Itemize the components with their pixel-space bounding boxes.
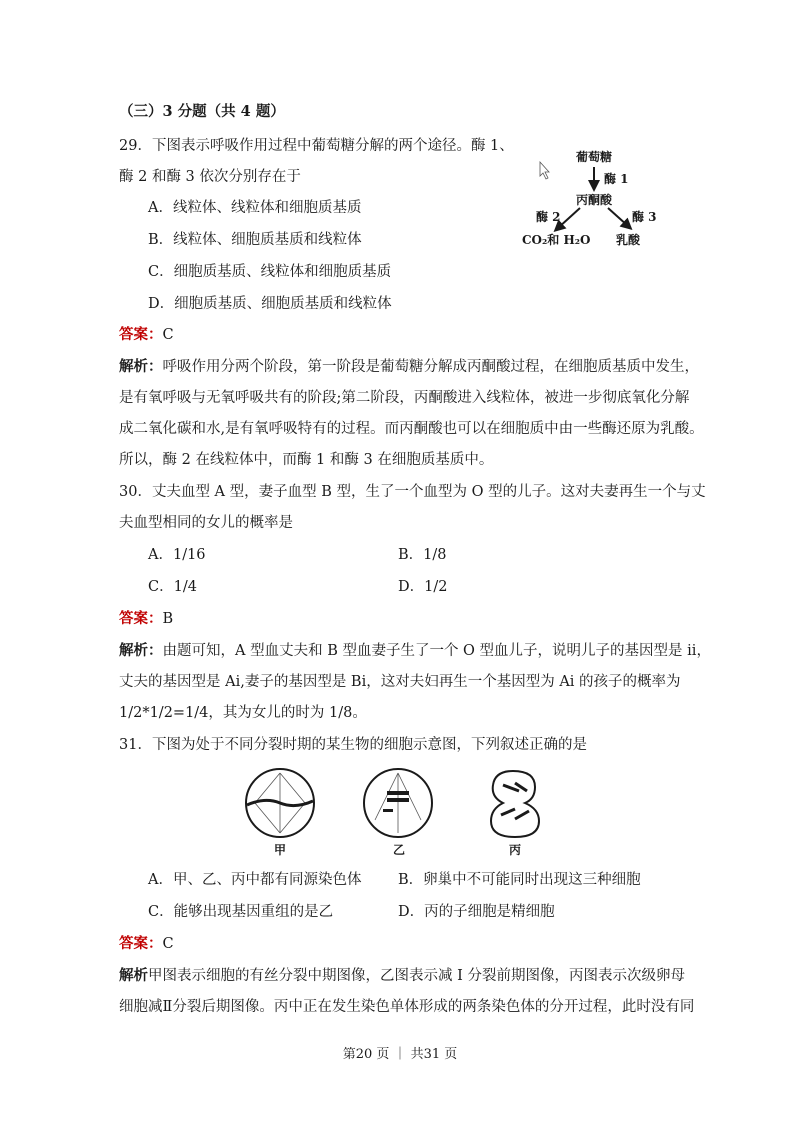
- answer-value: C: [162, 327, 174, 343]
- page-footer: 第20 页 ｜ 共31 页: [342, 1047, 458, 1062]
- q30-option-c: C．1/4: [148, 579, 197, 595]
- q29-option-b: B．线粒体、细胞质基质和线粒体: [148, 232, 362, 248]
- analysis-label: 解析: [119, 967, 148, 984]
- analysis-text: 呼吸作用分两个阶段，第一阶段是葡萄糖分解成丙酮酸过程，在细胞质基质中发生，: [162, 359, 699, 375]
- q30-option-d: D．1/2: [398, 579, 448, 595]
- cell-yi-drawing: [364, 769, 432, 837]
- q30-analysis-line1: [119, 641, 711, 661]
- diagram-enzyme1: 酶 1: [604, 172, 629, 186]
- diagram-enzyme2: 酶 2: [536, 210, 561, 224]
- analysis-label: 解析：: [119, 642, 163, 659]
- q31-analysis-line1: [119, 966, 685, 986]
- cell-jia-drawing: [246, 769, 314, 837]
- q30-option-b: B．1/8: [398, 547, 447, 563]
- section-title: （三）3 分题（共 4 题）: [119, 103, 285, 120]
- q30-analysis-line3: 1/2*1/2=1/4，其为女儿的时为 1/8。: [119, 705, 367, 721]
- q29-option-a: A．线粒体、线粒体和细胞质基质: [148, 200, 362, 216]
- answer-label: 答案：: [119, 326, 163, 343]
- q29-analysis-line3: 成二氧化碳和水,是有氧呼吸特有的过程。而丙酮酸也可以在细胞质中由一些酶还原为乳酸。: [119, 421, 704, 437]
- diagram-product-right: 乳酸: [616, 233, 641, 247]
- cell-label-jia: 甲: [274, 843, 287, 857]
- q30-answer: [119, 609, 173, 629]
- diagram-pyruvate: 丙酮酸: [576, 193, 613, 207]
- analysis-label: 解析：: [119, 358, 163, 375]
- q29-option-d: D．细胞质基质、细胞质基质和线粒体: [148, 296, 392, 312]
- analysis-text: 甲图表示细胞的有丝分裂中期图像，乙图表示减 I 分裂前期图像，丙图表示次级卵母: [148, 968, 685, 984]
- q29-analysis-line4: 所以，酶 2 在线粒体中，而酶 1 和酶 3 在细胞质基质中。: [119, 452, 494, 468]
- respiration-diagram: [510, 140, 680, 255]
- q29-analysis-line1: [119, 357, 699, 377]
- q31-stem: 31．下图为处于不同分裂时期的某生物的细胞示意图，下列叙述正确的是: [119, 737, 587, 753]
- answer-value: C: [162, 936, 174, 952]
- q31-answer: [119, 934, 174, 954]
- q29-option-c: C．细胞质基质、线粒体和细胞质基质: [148, 264, 392, 280]
- q29-analysis-line2: 是有氧呼吸与无氧呼吸共有的阶段;第二阶段，丙酮酸进入线粒体，被进一步彻底氧化分解: [119, 390, 690, 406]
- q29-answer: [119, 325, 174, 345]
- q30-stem-line2: 夫血型相同的女儿的概率是: [119, 515, 293, 531]
- cell-label-yi: 乙: [393, 843, 406, 857]
- cursor-icon: [540, 162, 549, 179]
- answer-label: 答案：: [119, 610, 163, 627]
- diagram-glucose: 葡萄糖: [576, 150, 613, 164]
- q30-analysis-line2: 丈夫的基因型是 Ai,妻子的基因型是 Bi，这对夫妇再生一个基因型为 Ai 的孩子的概率为: [119, 674, 681, 690]
- diagram-enzyme3: 酶 3: [632, 210, 657, 224]
- answer-value: B: [162, 611, 174, 627]
- q30-option-a: A．1/16: [148, 547, 206, 563]
- answer-label: 答案：: [119, 935, 163, 952]
- q31-option-a: A．甲、乙、丙中都有同源染色体: [148, 872, 362, 888]
- diagram-product-left: CO₂和 H₂O: [522, 233, 591, 247]
- q31-analysis-line2: 细胞减Ⅱ分裂后期图像。丙中正在发生染色单体形成的两条染色体的分开过程，此时没有同: [119, 999, 695, 1015]
- cell-division-figure: [235, 765, 565, 860]
- q29-stem-line2: 酶 2 和酶 3 依次分别存在于: [119, 169, 301, 185]
- q31-option-d: D．丙的子细胞是精细胞: [398, 904, 555, 920]
- cell-bing-drawing: [491, 771, 539, 837]
- q30-stem-line1: 30．丈夫血型 A 型，妻子血型 B 型，生了一个血型为 O 型的儿子。这对夫妻再生一个与丈: [119, 484, 706, 500]
- q31-option-b: B．卵巢中不可能同时出现这三种细胞: [398, 872, 641, 888]
- q31-option-c: C．能够出现基因重组的是乙: [148, 904, 334, 920]
- q29-stem-line1: 29．下图表示呼吸作用过程中葡萄糖分解的两个途径。酶 1、: [119, 138, 514, 154]
- cell-label-bing: 丙: [509, 843, 522, 857]
- analysis-text: 由题可知，A 型血丈夫和 B 型血妻子生了一个 O 型血儿子，说明儿子的基因型是 ii，: [162, 643, 711, 659]
